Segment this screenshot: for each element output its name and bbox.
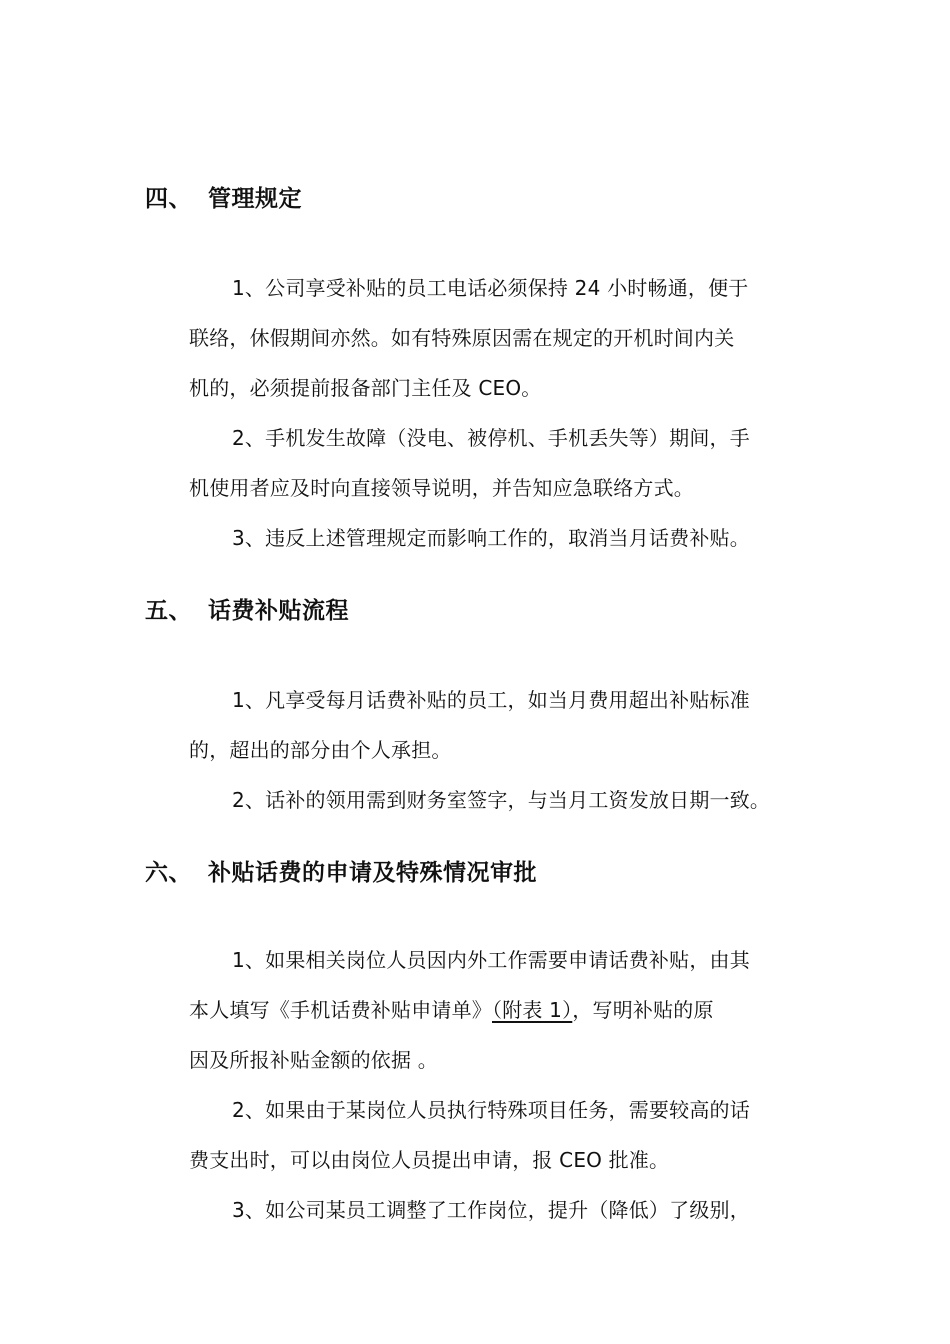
section-number: 四、 [145, 186, 192, 212]
paragraph-line: 3、违反上述管理规定而影响工作的，取消当月话费补贴。 [232, 526, 750, 550]
paragraph-line: 1、如果相关岗位人员因内外工作需要申请话费补贴，由其 [232, 948, 750, 972]
section-number: 五、 [145, 598, 192, 624]
paragraph-line: 2、如果由于某岗位人员执行特殊项目任务，需要较高的话 [232, 1098, 750, 1122]
section-heading-4 [145, 180, 302, 213]
paragraph-line: 因及所报补贴金额的依据 。 [189, 1048, 438, 1072]
section-title: 话费补贴流程 [208, 598, 349, 624]
paragraph-line-with-reference [189, 994, 714, 1023]
paragraph-line: 费支出时，可以由岗位人员提出申请，报 CEO 批准。 [189, 1148, 670, 1172]
paragraph-line: 2、手机发生故障（没电、被停机、手机丢失等）期间，手 [232, 426, 750, 450]
paragraph-line: 1、公司享受补贴的员工电话必须保持 24 小时畅通，便于 [232, 276, 749, 300]
paragraph-line: 机的，必须提前报备部门主任及 CEO。 [189, 376, 542, 400]
paragraph-line: 机使用者应及时向直接领导说明，并告知应急联络方式。 [189, 476, 694, 500]
section-heading-6 [145, 854, 537, 887]
paragraph-line: 的，超出的部分由个人承担。 [189, 738, 452, 762]
appendix-reference-link[interactable]: （附表 1） [492, 998, 573, 1022]
paragraph-text: ，写明补贴的原 [572, 998, 714, 1022]
section-heading-5 [145, 592, 349, 625]
paragraph-line: 2、话补的领用需到财务室签字，与当月工资发放日期一致。 [232, 788, 771, 812]
paragraph-line: 1、凡享受每月话费补贴的员工，如当月费用超出补贴标准 [232, 688, 750, 712]
paragraph-line: 3、如公司某员工调整了工作岗位，提升（降低）了级别， [232, 1198, 750, 1222]
section-title: 管理规定 [208, 186, 302, 212]
section-number: 六、 [145, 860, 192, 886]
paragraph-text: 本人填写《手机话费补贴申请单》 [189, 998, 492, 1022]
paragraph-line: 联络，休假期间亦然。如有特殊原因需在规定的开机时间内关 [189, 326, 735, 350]
section-title: 补贴话费的申请及特殊情况审批 [208, 860, 537, 886]
